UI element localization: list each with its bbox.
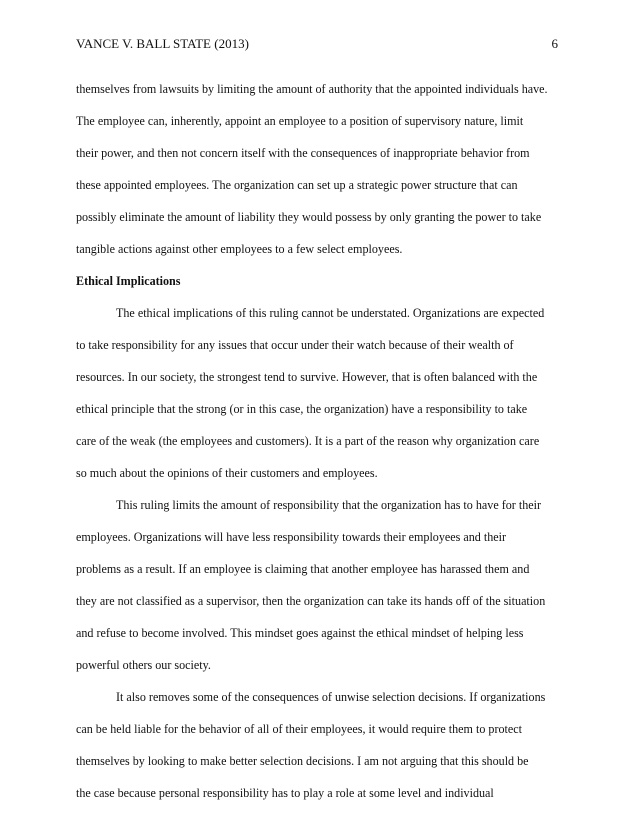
text-line: problems as a result. If an employee is claiming that another employee has harassed them and — [76, 562, 530, 576]
body-text — [76, 73, 564, 809]
page-number: 6 — [551, 36, 558, 51]
text-line: so much about the opinions of their customers and employees. — [76, 466, 378, 480]
text-line: the case because personal responsibility has to play a role at some level and individual — [76, 786, 494, 800]
text-line: ethical principle that the strong (or in this case, the organization) have a responsibility to take — [76, 402, 528, 416]
paragraph-first-line: It also removes some of the consequences of unwise selection decisions. If organizations — [116, 690, 546, 704]
text-line: can be held liable for the behavior of all of their employees, it would require them to protect — [76, 722, 522, 736]
text-line: care of the weak (the employees and customers). It is a part of the reason why organization care — [76, 434, 540, 448]
text-line: The employee can, inherently, appoint an employee to a position of supervisory nature, limit — [76, 114, 524, 128]
running-head: VANCE V. BALL STATE (2013) — [76, 36, 249, 51]
text-line: they are not classified as a supervisor, then the organization can take its hands off of the situation — [76, 594, 546, 608]
paragraph-first-line: This ruling limits the amount of responsibility that the organization has to have for their — [116, 498, 541, 512]
text-line: possibly eliminate the amount of liability they would possess by only granting the power to take — [76, 210, 542, 224]
text-line: to take responsibility for any issues that occur under their watch because of their wealth of — [76, 338, 514, 352]
text-line: their power, and then not concern itself with the consequences of inappropriate behavior from — [76, 146, 530, 160]
text-line: employees. Organizations will have less responsibility towards their employees and their — [76, 530, 507, 544]
section-heading: Ethical Implications — [76, 274, 181, 288]
text-line: resources. In our society, the strongest tend to survive. However, that is often balanced with the — [76, 370, 538, 384]
text-line: and refuse to become involved. This mindset goes against the ethical mindset of helping less — [76, 626, 524, 640]
text-line: themselves from lawsuits by limiting the amount of authority that the appointed individuals have. — [76, 82, 548, 96]
paragraph-first-line: The ethical implications of this ruling cannot be understated. Organizations are expected — [116, 306, 545, 320]
text-line: themselves by looking to make better selection decisions. I am not arguing that this should be — [76, 754, 529, 768]
text-line: powerful others our society. — [76, 658, 211, 672]
text-line: tangible actions against other employees to a few select employees. — [76, 242, 403, 256]
text-line: these appointed employees. The organization can set up a strategic power structure that can — [76, 178, 518, 192]
page-header — [76, 36, 558, 52]
